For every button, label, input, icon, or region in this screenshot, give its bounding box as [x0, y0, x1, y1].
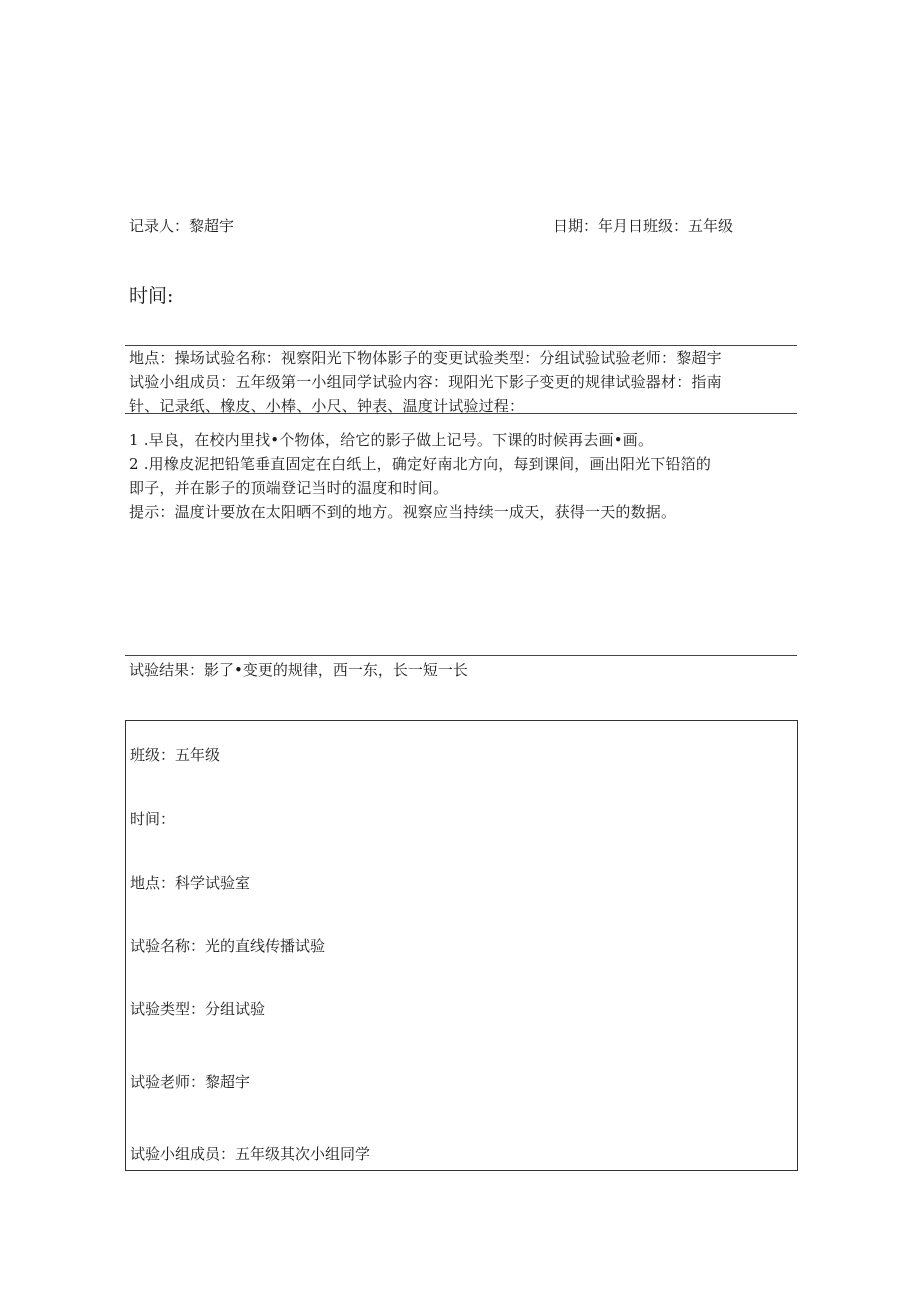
info-line: 针、记录纸、橡皮、小棒、小尺、钟表、温度计试验过程： — [129, 397, 525, 415]
procedure-block — [129, 428, 711, 524]
date-class-label: 日期：年月日班级：五年级 — [553, 217, 734, 235]
info-line: 试验小组成员：五年级第一小组同学试验内容：现阳光下影子变更的规律试验器材：指南 — [129, 373, 722, 391]
info-line: 地点：操场试验名称：视察阳光下物体影子的变更试验类型：分组试验试验老师：黎超宇 — [129, 349, 722, 367]
box-class: 班级：五年级 — [130, 746, 221, 764]
box-members: 试验小组成员：五年级其次小组同学 — [130, 1145, 371, 1163]
recorder-label: 记录人：黎超宇 — [129, 217, 235, 235]
box-time: 时间： — [130, 810, 176, 828]
time-heading: 时间: — [129, 285, 174, 307]
box-experiment-name: 试验名称：光的直线传播试验 — [130, 937, 326, 955]
box-place: 地点：科学试验室 — [130, 874, 251, 892]
procedure-line: 即子，并在影子的顶端登记当时的温度和时间。 — [129, 479, 449, 497]
experiment-record-box — [125, 720, 798, 1171]
procedure-line: 提示：温度计要放在太阳晒不到的地方。视察应当持续一成天，获得一天的数据。 — [129, 503, 677, 521]
procedure-line: 2 .用橡皮泥把铅笔垂直固定在白纸上，确定好南北方向，每到课间，画出阳光下铅箔的 — [129, 455, 712, 473]
box-experiment-type: 试验类型：分组试验 — [130, 1000, 266, 1018]
divider-result — [125, 655, 797, 656]
box-teacher: 试验老师：黎超宇 — [130, 1073, 251, 1091]
info-block — [129, 346, 722, 418]
procedure-line: 1 .早良，在校内里找•个物体，给它的影子做上记号。下课的时候再去画•画。 — [129, 431, 654, 449]
result-text: 试验结果：影了•变更的规律，西一东，长一短一长 — [129, 661, 468, 679]
divider-mid — [125, 413, 797, 414]
